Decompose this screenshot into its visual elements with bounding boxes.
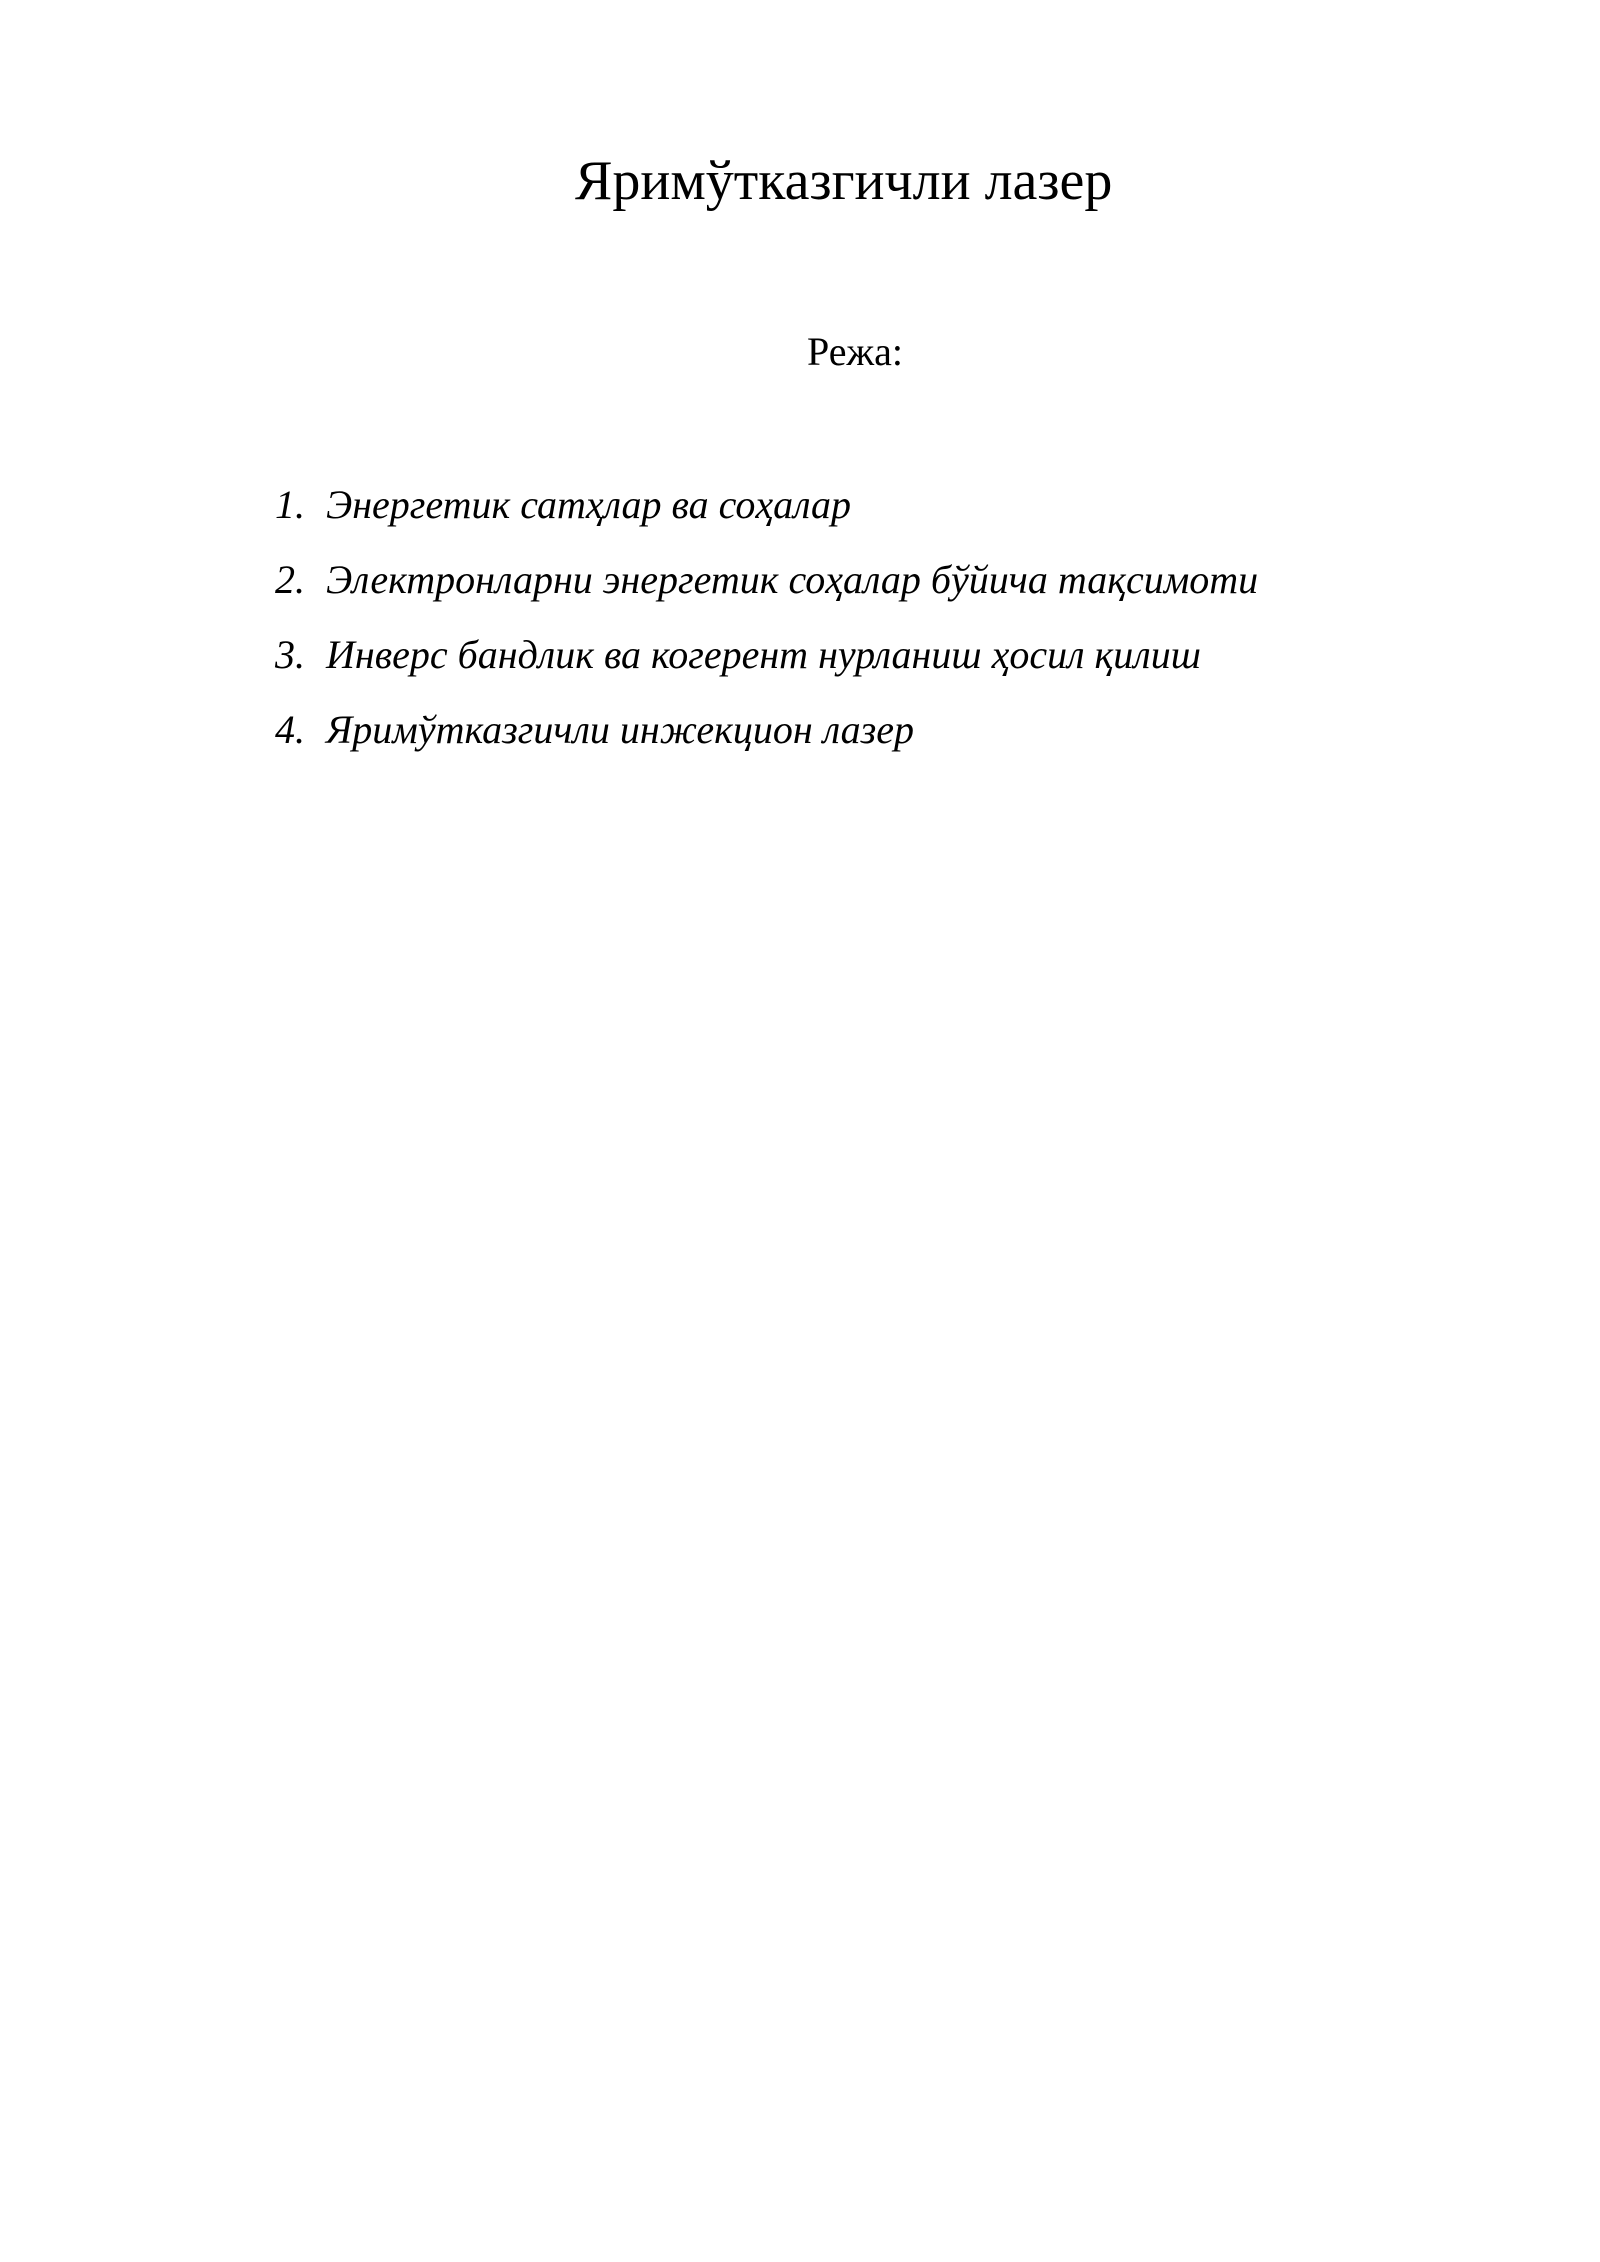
document-title: Яримўтказгичли лазер <box>575 150 1113 212</box>
plan-item-text: Электронларни энергетик соҳалар бўйича тақсимоти <box>326 557 1259 602</box>
plan-item-text: Яримўтказгичли инжекцион лазер <box>326 707 915 752</box>
plan-item-number: 2. <box>275 557 305 602</box>
plan-item-text: Энергетик сатҳлар ва соҳалар <box>326 482 852 527</box>
plan-heading: Режа: <box>807 329 903 374</box>
plan-item-number: 4. <box>275 707 305 752</box>
plan-item-number: 1. <box>275 482 305 527</box>
plan-item-number: 3. <box>275 632 305 677</box>
plan-item-text: Инверс бандлик ва когерент нурланиш ҳосил қилиш <box>326 632 1201 677</box>
